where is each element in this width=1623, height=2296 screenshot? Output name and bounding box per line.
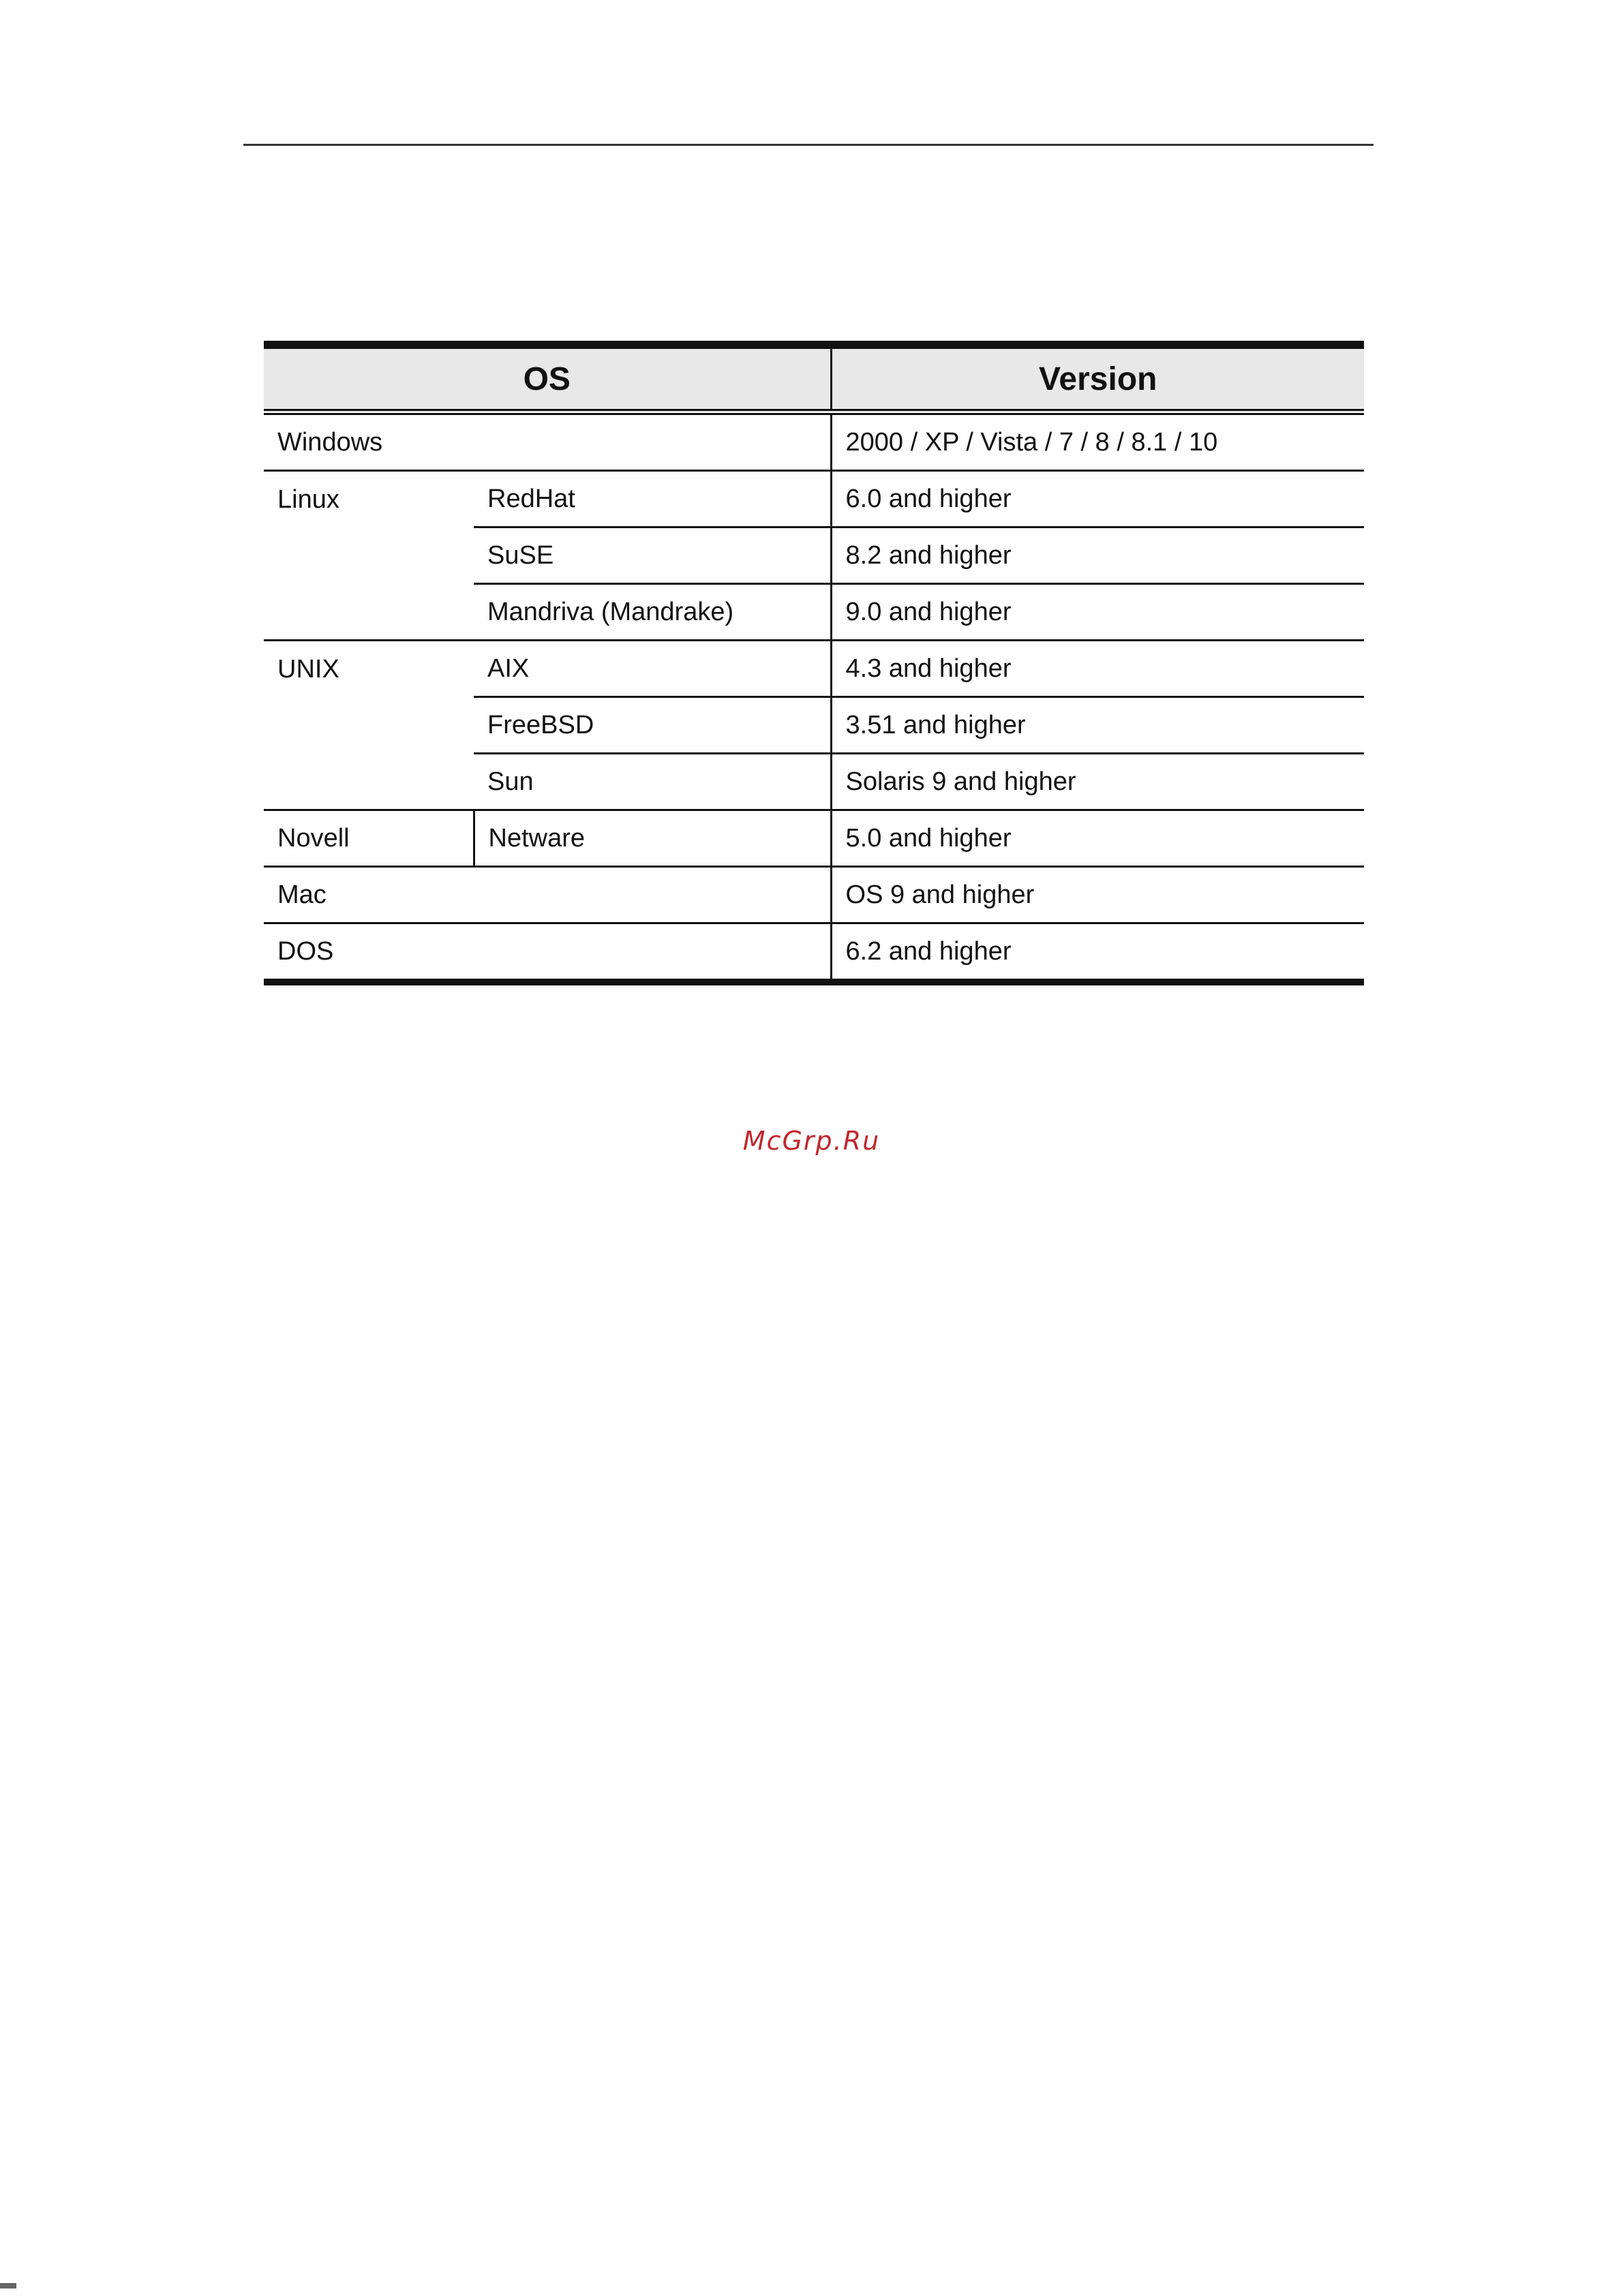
header-version: Version: [831, 345, 1364, 412]
distro-cell: Mandriva (Mandrake): [474, 584, 831, 641]
os-cell: Novell: [264, 810, 474, 867]
version-cell: Solaris 9 and higher: [831, 754, 1364, 810]
os-group-cell-linux: Linux: [264, 471, 474, 641]
version-cell: 3.51 and higher: [831, 697, 1364, 754]
os-cell: Windows: [264, 412, 831, 471]
os-cell: DOS: [264, 923, 831, 983]
version-cell: 9.0 and higher: [831, 584, 1364, 641]
table-row-dos: [264, 923, 1364, 983]
distro-cell: FreeBSD: [474, 697, 831, 754]
version-cell: 6.2 and higher: [831, 923, 1364, 983]
version-cell: 5.0 and higher: [831, 810, 1364, 867]
distro-cell: SuSE: [474, 527, 831, 584]
table-row-mac: [264, 867, 1364, 923]
os-compatibility-table: [264, 341, 1364, 985]
version-cell: 8.2 and higher: [831, 527, 1364, 584]
version-cell: OS 9 and higher: [831, 867, 1364, 923]
distro-cell: Sun: [474, 754, 831, 810]
watermark-text: McGrp.Ru: [742, 1126, 881, 1156]
table-row-windows: [264, 412, 1364, 471]
table-header-row: [264, 345, 1364, 412]
distro-cell: RedHat: [474, 471, 831, 527]
version-cell: 4.3 and higher: [831, 641, 1364, 697]
distro-cell: AIX: [474, 641, 831, 697]
header-rule: [243, 144, 1374, 146]
os-cell: Mac: [264, 867, 831, 923]
table-row-unix-aix: [264, 641, 1364, 697]
table-row-linux-redhat: [264, 471, 1364, 527]
version-cell: 2000 / XP / Vista / 7 / 8 / 8.1 / 10: [831, 412, 1364, 471]
page-corner-mark: [0, 2283, 16, 2289]
distro-cell: Netware: [474, 810, 831, 867]
header-os: OS: [264, 345, 831, 412]
table-row-novell: [264, 810, 1364, 867]
os-group-cell-unix: UNIX: [264, 641, 474, 810]
version-cell: 6.0 and higher: [831, 471, 1364, 527]
